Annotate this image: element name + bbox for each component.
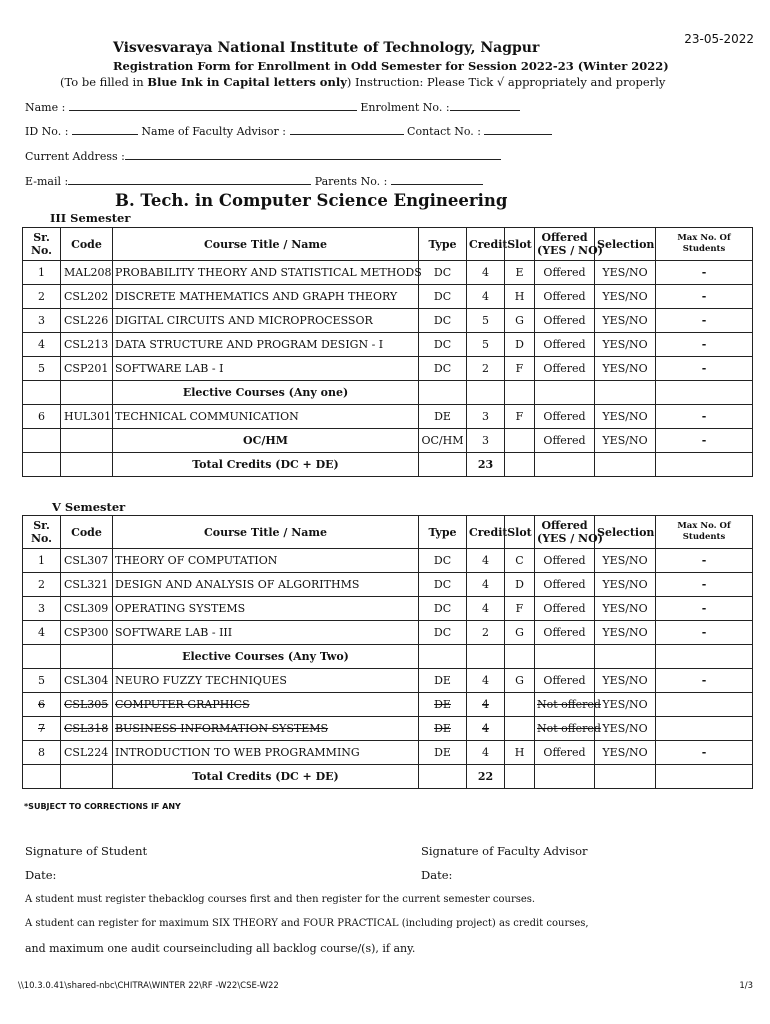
total-row <box>23 765 753 789</box>
col-offered: Offered (YES / NO) <box>535 228 595 261</box>
sr-cell: 7 <box>23 717 61 741</box>
credit-cell: 4 <box>467 717 505 741</box>
total-label: Total Credits (DC + DE) <box>113 453 419 477</box>
max-students-cell: - <box>656 549 753 573</box>
max-students-cell: - <box>656 573 753 597</box>
sr-cell: 8 <box>23 741 61 765</box>
form-date: 23-05-2022 <box>684 32 754 46</box>
slot-cell <box>505 693 535 717</box>
table-header <box>23 516 753 549</box>
offered-cell: Offered <box>535 669 595 693</box>
col-credit: Credit <box>467 516 505 549</box>
table-row <box>23 549 753 573</box>
credit-cell: 4 <box>467 741 505 765</box>
sem3-table <box>22 227 753 477</box>
enrolment-input-line[interactable] <box>450 100 520 111</box>
course-name-cell: SOFTWARE LAB - I <box>113 357 419 381</box>
course-name-cell: OPERATING SYSTEMS <box>113 597 419 621</box>
sr-cell: 3 <box>23 597 61 621</box>
total-credits: 22 <box>467 765 505 789</box>
code-cell: CSL202 <box>61 285 113 309</box>
sr-cell: 1 <box>23 549 61 573</box>
credit-cell: 4 <box>467 597 505 621</box>
form-title: Registration Form for Enrollment in Odd Semester for Session 2022-23 (Winter 2022) <box>113 59 669 73</box>
contact-input-line[interactable] <box>484 124 552 135</box>
selection-cell[interactable]: YES/NO <box>595 357 656 381</box>
email-input-line[interactable] <box>68 174 311 185</box>
rule-line: A student must register thebacklog courses first and then register for the current semester courses. <box>25 894 536 905</box>
code-cell: CSL305 <box>61 693 113 717</box>
table-row <box>23 717 753 741</box>
offered-cell: Offered <box>535 285 595 309</box>
max-students-cell: - <box>656 333 753 357</box>
program-title: B. Tech. in Computer Science Engineering <box>115 191 508 210</box>
selection-cell[interactable]: YES/NO <box>595 621 656 645</box>
student-signature-label: Signature of Student <box>25 844 148 858</box>
course-name-cell: BUSINESS INFORMATION SYSTEMS <box>113 717 419 741</box>
col-course: Course Title / Name <box>113 516 419 549</box>
sem5-table <box>22 515 753 789</box>
code-cell: CSL226 <box>61 309 113 333</box>
col-max-students: Max No. Of Students <box>656 516 753 549</box>
credit-cell: 2 <box>467 357 505 381</box>
type-cell: DE <box>419 693 467 717</box>
student-date-label: Date: <box>25 868 57 882</box>
name-field[interactable]: Name : Enrolment No. : <box>25 100 520 114</box>
id-input-line[interactable] <box>72 124 138 135</box>
code-cell: MAL208 <box>61 261 113 285</box>
advisor-date-label: Date: <box>421 868 453 882</box>
max-students-cell: - <box>656 597 753 621</box>
type-cell: DC <box>419 261 467 285</box>
slot-cell <box>505 717 535 741</box>
type-cell: DC <box>419 285 467 309</box>
email-field[interactable]: E-mail : Parents No. : <box>25 174 483 188</box>
parents-input-line[interactable] <box>391 174 483 185</box>
code-cell: CSL224 <box>61 741 113 765</box>
type-cell: DE <box>419 741 467 765</box>
type-cell: DC <box>419 597 467 621</box>
selection-cell[interactable]: YES/NO <box>595 405 656 429</box>
credit-cell: 5 <box>467 309 505 333</box>
course-name-cell: DISCRETE MATHEMATICS AND GRAPH THEORY <box>113 285 419 309</box>
course-name-cell: DATA STRUCTURE AND PROGRAM DESIGN - I <box>113 333 419 357</box>
advisor-signature-label: Signature of Faculty Advisor <box>421 844 588 858</box>
table-row <box>23 621 753 645</box>
code-cell: CSL318 <box>61 717 113 741</box>
selection-cell[interactable]: YES/NO <box>595 261 656 285</box>
max-students-cell: - <box>656 285 753 309</box>
address-field[interactable]: Current Address : <box>25 149 501 163</box>
slot-cell: G <box>505 669 535 693</box>
slot-cell: E <box>505 261 535 285</box>
selection-cell[interactable]: YES/NO <box>595 573 656 597</box>
slot-cell: H <box>505 741 535 765</box>
address-input-line[interactable] <box>125 149 501 160</box>
col-slot: Slot <box>505 516 535 549</box>
table-row <box>23 741 753 765</box>
col-credit: Credit <box>467 228 505 261</box>
elective-heading: Elective Courses (Any one) <box>113 381 419 405</box>
max-students-cell: - <box>656 309 753 333</box>
offered-cell: Offered <box>535 333 595 357</box>
code-cell: CSP300 <box>61 621 113 645</box>
slot-cell: D <box>505 573 535 597</box>
sr-cell: 4 <box>23 621 61 645</box>
sr-cell: 1 <box>23 261 61 285</box>
page-number: 1/3 <box>739 981 753 991</box>
code-cell: CSL307 <box>61 549 113 573</box>
slot-cell: G <box>505 309 535 333</box>
selection-cell[interactable]: YES/NO <box>595 717 656 741</box>
col-selection: Selection <box>595 516 656 549</box>
corrections-note: *SUBJECT TO CORRECTIONS IF ANY <box>24 802 181 811</box>
col-type: Type <box>419 516 467 549</box>
total-credits: 23 <box>467 453 505 477</box>
col-course: Course Title / Name <box>113 228 419 261</box>
col-offered: Offered (YES / NO) <box>535 516 595 549</box>
offered-cell: Offered <box>535 621 595 645</box>
course-name-cell: SOFTWARE LAB - III <box>113 621 419 645</box>
type-cell: DC <box>419 621 467 645</box>
type-cell: DC <box>419 549 467 573</box>
offered-cell: Offered <box>535 573 595 597</box>
selection-cell[interactable]: YES/NO <box>595 549 656 573</box>
slot-cell: G <box>505 621 535 645</box>
instruction-text: (To be filled in Blue Ink in Capital letters only) Instruction: Please Tick √ appropriately and properly <box>60 75 666 89</box>
table-row <box>23 261 753 285</box>
file-path: \\10.3.0.41\shared-nbc\CHITRA\WINTER 22\RF -W22\CSE-W22 <box>18 981 279 991</box>
offered-cell: Not offered <box>535 693 595 717</box>
credit-cell: 2 <box>467 621 505 645</box>
sr-cell: 5 <box>23 669 61 693</box>
offered-cell: Offered <box>535 357 595 381</box>
col-sr: Sr. No. <box>23 516 61 549</box>
code-cell: CSL213 <box>61 333 113 357</box>
credit-cell: 4 <box>467 285 505 309</box>
table-header <box>23 228 753 261</box>
sr-cell: 4 <box>23 333 61 357</box>
offered-cell: Offered <box>535 597 595 621</box>
table-row <box>23 309 753 333</box>
course-name-cell: COMPUTER GRAPHICS <box>113 693 419 717</box>
table-row <box>23 573 753 597</box>
total-row <box>23 453 753 477</box>
offered-cell: Not offered <box>535 717 595 741</box>
faculty-advisor-input-line[interactable] <box>290 124 404 135</box>
type-cell: DC <box>419 573 467 597</box>
credit-cell: 4 <box>467 549 505 573</box>
type-cell: DC <box>419 333 467 357</box>
max-students-cell: - <box>656 357 753 381</box>
col-max-students: Max No. Of Students <box>656 228 753 261</box>
sr-cell: 3 <box>23 309 61 333</box>
selection-cell[interactable]: YES/NO <box>595 429 656 453</box>
type-cell: DC <box>419 309 467 333</box>
table-row <box>23 693 753 717</box>
sem3-label: III Semester <box>50 211 131 225</box>
table-row <box>23 333 753 357</box>
type-cell: DE <box>419 717 467 741</box>
sem5-label: V Semester <box>52 500 126 514</box>
sem5-elective-heading-row <box>23 645 753 669</box>
course-name-cell: THEORY OF COMPUTATION <box>113 549 419 573</box>
table-row <box>23 357 753 381</box>
slot-cell: H <box>505 285 535 309</box>
type-cell: DE <box>419 669 467 693</box>
ochm-row: OC/HM OC/HM 3 Offered YES/NO - <box>23 429 753 453</box>
elective-heading: Elective Courses (Any Two) <box>113 645 419 669</box>
name-input-line[interactable] <box>69 100 357 111</box>
sr-cell: 6 <box>23 693 61 717</box>
col-code: Code <box>61 228 113 261</box>
id-field[interactable]: ID No. : Name of Faculty Advisor : Contact No. : <box>25 124 552 138</box>
course-name-cell: DESIGN AND ANALYSIS OF ALGORITHMS <box>113 573 419 597</box>
selection-cell[interactable]: YES/NO <box>595 597 656 621</box>
credit-cell: 4 <box>467 669 505 693</box>
col-code: Code <box>61 516 113 549</box>
sr-cell: 2 <box>23 573 61 597</box>
col-slot: Slot <box>505 228 535 261</box>
max-students-cell: - <box>656 669 753 693</box>
table-row <box>23 285 753 309</box>
max-students-cell: - <box>656 741 753 765</box>
code-cell: CSL321 <box>61 573 113 597</box>
selection-cell[interactable]: YES/NO <box>595 333 656 357</box>
table-row <box>23 669 753 693</box>
max-students-cell: - <box>656 261 753 285</box>
col-selection: Selection <box>595 228 656 261</box>
slot-cell: D <box>505 333 535 357</box>
credit-cell: 4 <box>467 693 505 717</box>
code-cell: CSL309 <box>61 597 113 621</box>
selection-cell[interactable]: YES/NO <box>595 309 656 333</box>
course-name-cell: PROBABILITY THEORY AND STATISTICAL METHODS <box>113 261 419 285</box>
selection-cell[interactable]: YES/NO <box>595 285 656 309</box>
sr-cell: 2 <box>23 285 61 309</box>
col-type: Type <box>419 228 467 261</box>
slot-cell: C <box>505 549 535 573</box>
table-row: 6 HUL301 TECHNICAL COMMUNICATION DE 3 F Offered YES/NO - <box>23 405 753 429</box>
slot-cell: F <box>505 597 535 621</box>
max-students-cell <box>656 693 753 717</box>
offered-cell: Offered <box>535 309 595 333</box>
rule-line: and maximum one audit courseincluding all backlog course/(s), if any. <box>25 942 416 955</box>
course-name-cell: INTRODUCTION TO WEB PROGRAMMING <box>113 741 419 765</box>
credit-cell: 4 <box>467 573 505 597</box>
selection-cell[interactable]: YES/NO <box>595 741 656 765</box>
max-students-cell <box>656 717 753 741</box>
sr-cell: 5 <box>23 357 61 381</box>
course-name-cell: NEURO FUZZY TECHNIQUES <box>113 669 419 693</box>
slot-cell: F <box>505 357 535 381</box>
max-students-cell: - <box>656 621 753 645</box>
selection-cell[interactable]: YES/NO <box>595 693 656 717</box>
offered-cell: Offered <box>535 549 595 573</box>
type-cell: DC <box>419 357 467 381</box>
total-label: Total Credits (DC + DE) <box>113 765 419 789</box>
col-sr: Sr. No. <box>23 228 61 261</box>
course-name-cell: DIGITAL CIRCUITS AND MICROPROCESSOR <box>113 309 419 333</box>
selection-cell[interactable]: YES/NO <box>595 669 656 693</box>
code-cell: CSP201 <box>61 357 113 381</box>
institute-name: Visvesvaraya National Institute of Technology, Nagpur <box>113 40 540 56</box>
offered-cell: Offered <box>535 261 595 285</box>
code-cell: CSL304 <box>61 669 113 693</box>
offered-cell: Offered <box>535 741 595 765</box>
sem3-elective-heading-row <box>23 381 753 405</box>
credit-cell: 5 <box>467 333 505 357</box>
rule-line: A student can register for maximum SIX THEORY and FOUR PRACTICAL (including project) as credit courses, <box>25 918 589 929</box>
credit-cell: 4 <box>467 261 505 285</box>
table-row <box>23 597 753 621</box>
